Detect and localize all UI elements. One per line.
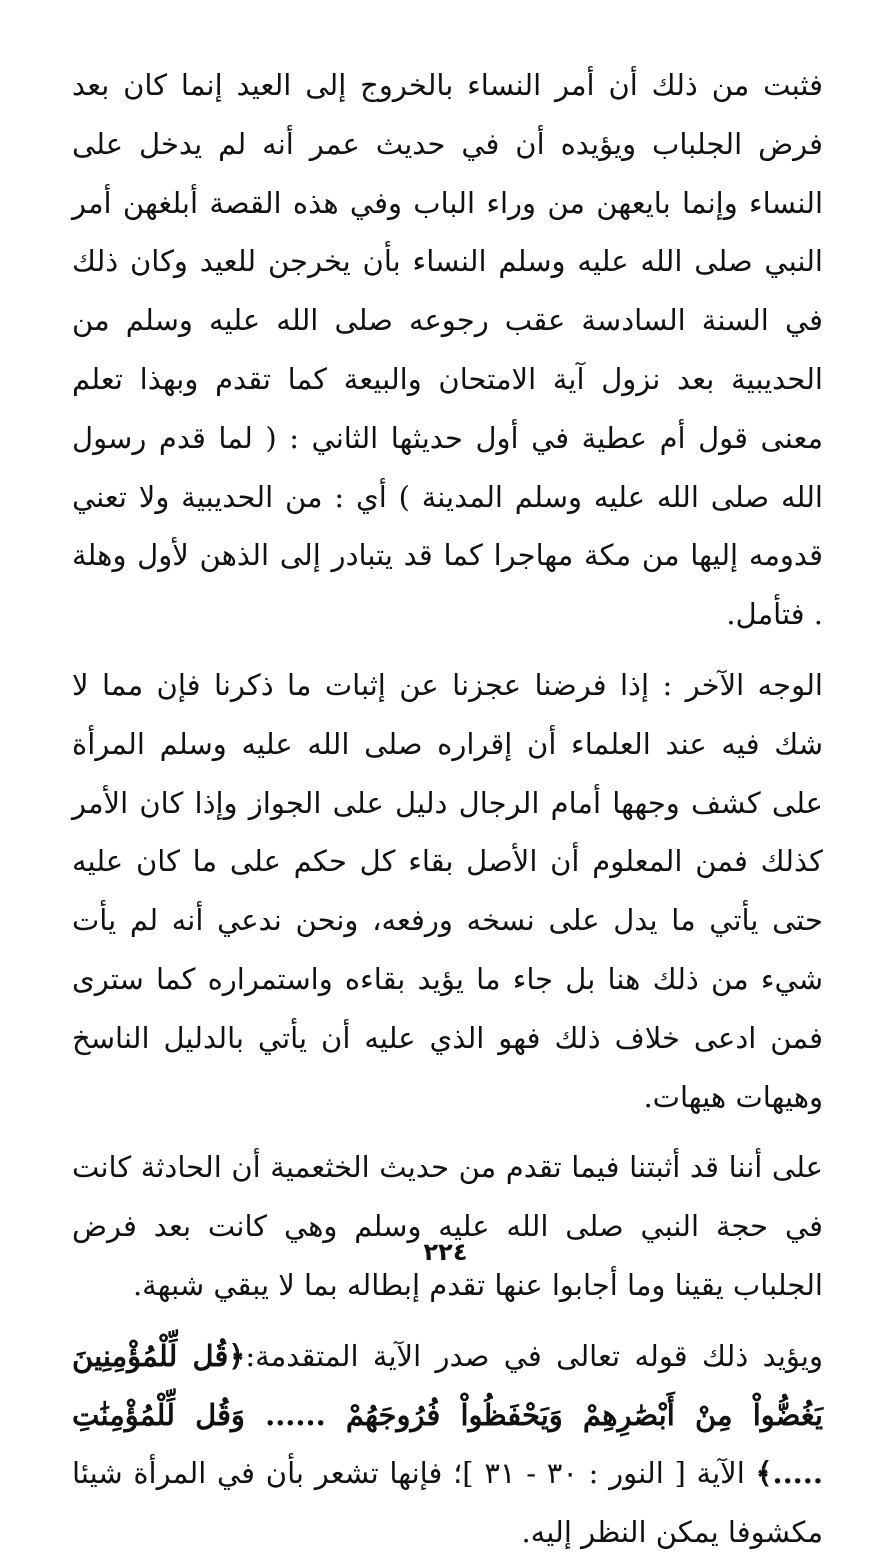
quran-verse: ﴿قُل لِّلْمُؤْمِنِينَ يَغُضُّواْ مِنْ أَبْصَٰرِهِمْ وَيَحْفَظُواْ فُرُوجَهُمْ ...... وَقُل لِّلْمُؤْمِنَٰتِ .....﴾ [72,1338,823,1491]
paragraph-gap [72,1126,823,1138]
paragraph-1: فثبت من ذلك أن أمر النساء بالخروج إلى العيد إنما كان بعد فرض الجلباب ويؤيده أن في حديث عمر أنه لم يدخل على النساء وإنما بايعهن من وراء الباب وفي هذه القصة أبلغهن أمر النبي صلى الله عليه وسلم النساء بأن يخرجن للعيد وكان ذلك في السنة السادسة عقب رجوعه صلى الله عليه وسلم من الحديبية بعد نزول آية الامتحان والبيعة كما تقدم وبهذا تعلم معنى قول أم عطية في أول حديثها الثاني : ( لما قدم رسول الله صلى الله عليه وسلم المدينة ) أي : من الحديبية ولا تعني قدومه إليها من مكة مهاجرا كما قد يتبادر إلى الذهن لأول وهلة . فتأمل. [72,68,823,632]
paragraph-gap [72,644,823,656]
paragraph-gap [72,1315,823,1327]
page-number: ٢٢٤ [423,1238,468,1266]
paragraph-3: على أننا قد أثبتنا فيما تقدم من حديث الخثعمية أن الحادثة كانت في حجة النبي صلى الله عليه وسلم وهي كانت بعد فرض الجلباب يقينا وما أجابوا عنها تقدم إبطاله بما لا يبقي شبهة. [72,1150,823,1302]
paragraph-2: الوجه الآخر : إذا فرضنا عجزنا عن إثبات ما ذكرنا فإن مما لا شك فيه عند العلماء أن إقراره صلى الله عليه وسلم المرأة على كشف وجهها أمام الرجال دليل على الجواز وإذا كان الأمر كذلك فمن المعلوم أن الأصل بقاء كل حكم على ما كان عليه حتى يأتي ما يدل على نسخه ورفعه، ونحن ندعي أنه لم يأت شيء من ذلك هنا بل جاء ما يؤيد بقاءه واستمراره كما سترى فمن ادعى خلاف ذلك فهو الذي عليه أن يأتي بالدليل الناسخ وهيهات هيهات. [72,667,823,1114]
paragraph-4 [72,1327,823,1562]
paragraph-4-tail: الآية [ النور : ٣٠ - ٣١ ]؛ فإنها تشعر بأن في المرأة شيئا مكشوفا يمكن النظر إليه. [72,1456,823,1550]
paragraph-4-lead: ويؤيد ذلك قوله تعالى في صدر الآية المتقدمة: [245,1338,823,1373]
